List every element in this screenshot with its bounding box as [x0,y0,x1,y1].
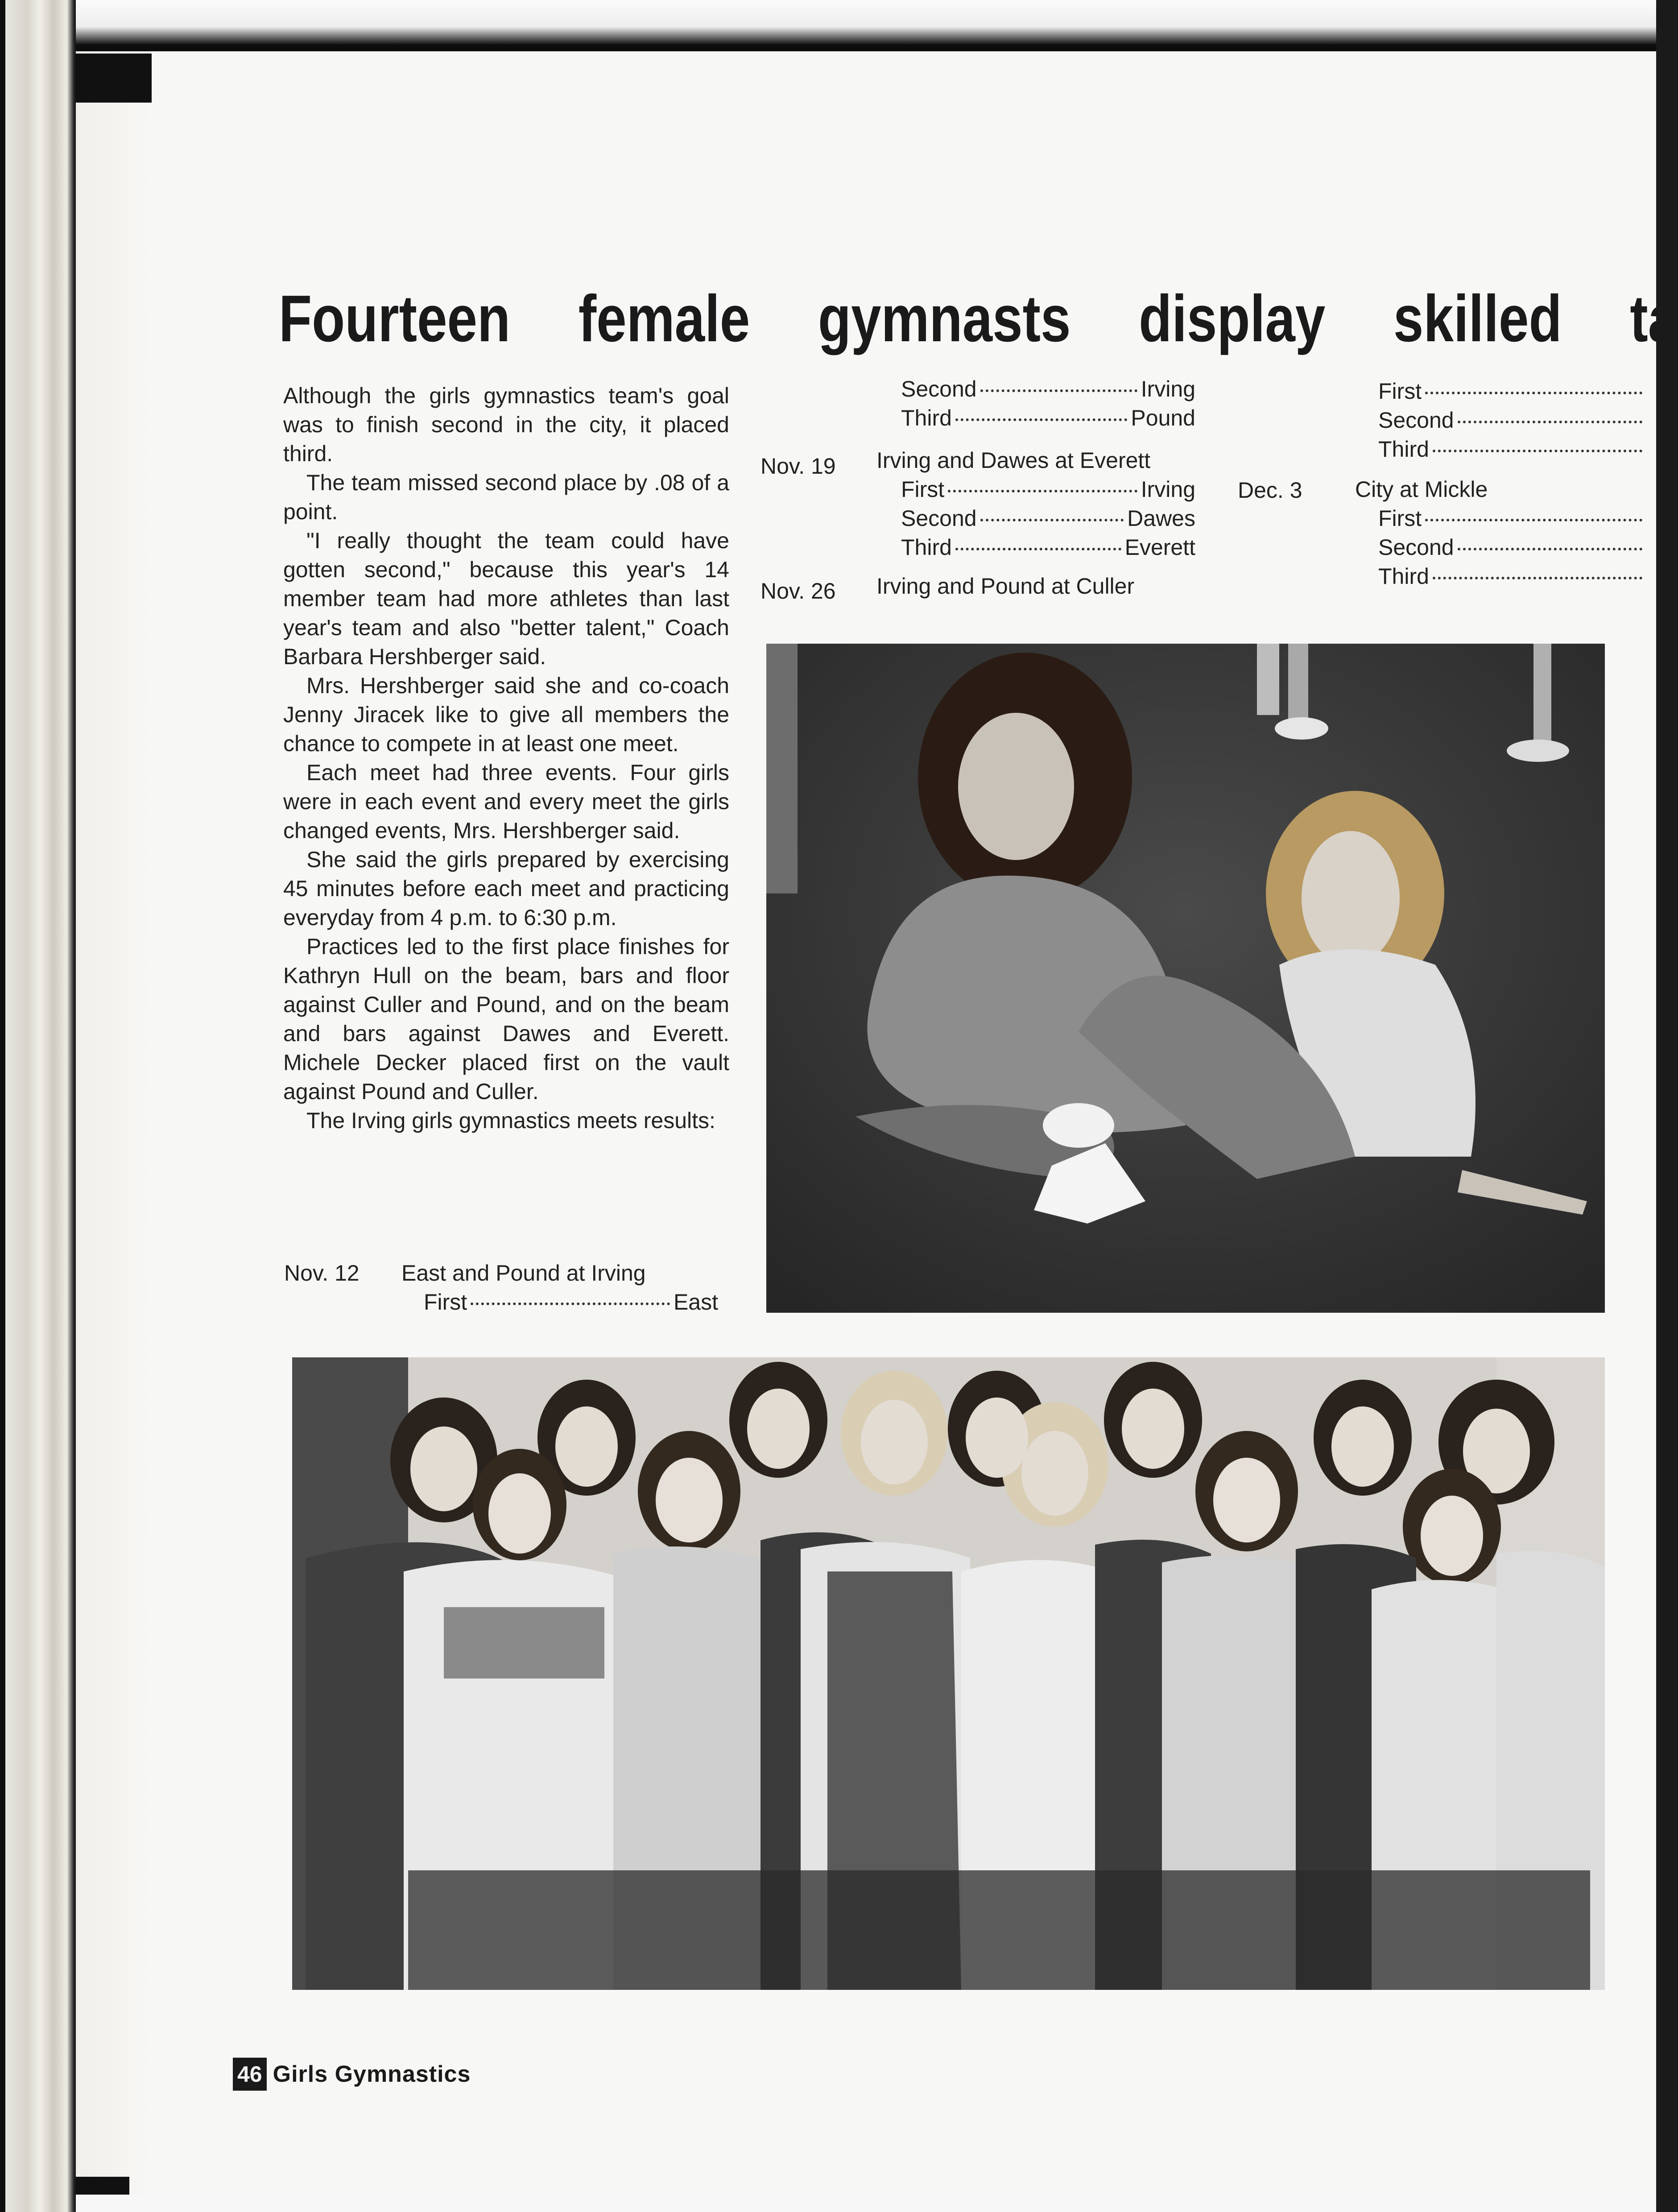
meet-place-row [1378,504,1646,533]
place-team: Dawes [1127,506,1195,531]
meet-place-row [901,375,1195,404]
meet-place-row [424,1288,718,1317]
meet-date: Nov. 19 [760,454,836,479]
place-team: Irving [1141,477,1195,502]
meet-place-row [1378,562,1646,591]
article-paragraph: She said the girls prepared by exercising 45 minutes before each meet and practicing everyday from 4 p.m. to 6:30 p.m. [283,847,729,930]
place-label: First [1378,379,1422,404]
page-gutter [76,51,152,2197]
place-label: Third [901,405,952,430]
meet-place-row [1378,377,1646,406]
place-label: Second [901,376,977,401]
meet-place-row [1378,533,1646,562]
page-headline: Fourteen female gymnasts display skilled ta [279,282,1678,356]
meet-name: City at Mickle [1355,477,1488,502]
meet-date: Nov. 26 [760,579,836,604]
place-label: First [901,477,945,502]
place-team: Pound [1131,405,1195,430]
meet-place-row [901,475,1195,504]
article-paragraph: Although the girls gymnastics team's goal was to finish second in the city, it placed third. [283,383,729,466]
article-paragraph: The Irving girls gymnastics meets results: [306,1108,715,1133]
meet-place-row [1378,435,1646,464]
page-bottom-edge [76,2195,1656,2212]
article-paragraph: Mrs. Hershberger said she and co-coach Jenny Jiracek like to give all members the chance to compete in at least one meet. [283,673,729,756]
photo-team-group [292,1357,1605,1990]
meet-name: Irving and Pound at Culler [876,574,1135,599]
place-label: Third [1378,437,1429,462]
meet-date: Dec. 3 [1238,478,1302,503]
meet-date: Nov. 12 [284,1261,360,1286]
place-label: Third [1378,564,1429,589]
article-body [283,381,729,1135]
meet-place-row [1378,406,1646,435]
article-paragraph: Practices led to the first place finishes for Kathryn Hull on the beam, bars and floor against Culler and Pound, and on the beam and bars against Dawes and Everett. Michele Decker placed first on the vault against Pound and Culler. [283,934,729,1104]
page-footer [233,2056,471,2092]
place-label: Second [901,506,977,531]
place-label: First [1378,506,1422,531]
meet-place-row [901,404,1195,433]
meet-place-row [901,504,1195,533]
meet-name: East and Pound at Irving [401,1261,646,1286]
section-label: Girls Gymnastics [273,2061,471,2087]
scan-corner [76,54,152,103]
page-number: 46 [233,2058,267,2091]
place-label: First [424,1290,467,1315]
place-label: Third [901,535,952,560]
place-team: East [673,1290,718,1315]
meet-place-row [901,533,1195,562]
book-spine-edge [0,0,76,2212]
place-label: Second [1378,535,1454,560]
article-paragraph: "I really thought the team could have gotten second," because this year's 14 member team had more athletes than last year's team and also "better talent," Coach Barbara Hershberger said. [283,528,729,669]
photo-gymnasts-sitting [766,644,1605,1313]
article-paragraph: The team missed second place by .08 of a point. [283,470,729,524]
meet-name: Irving and Dawes at Everett [876,448,1151,473]
place-team: Everett [1124,535,1195,560]
place-team: Irving [1141,376,1195,401]
article-paragraph: Each meet had three events. Four girls were in each event and every meet the girls changed events, Mrs. Hershberger said. [283,760,729,843]
place-label: Second [1378,408,1454,433]
page-top-edge [76,0,1656,45]
